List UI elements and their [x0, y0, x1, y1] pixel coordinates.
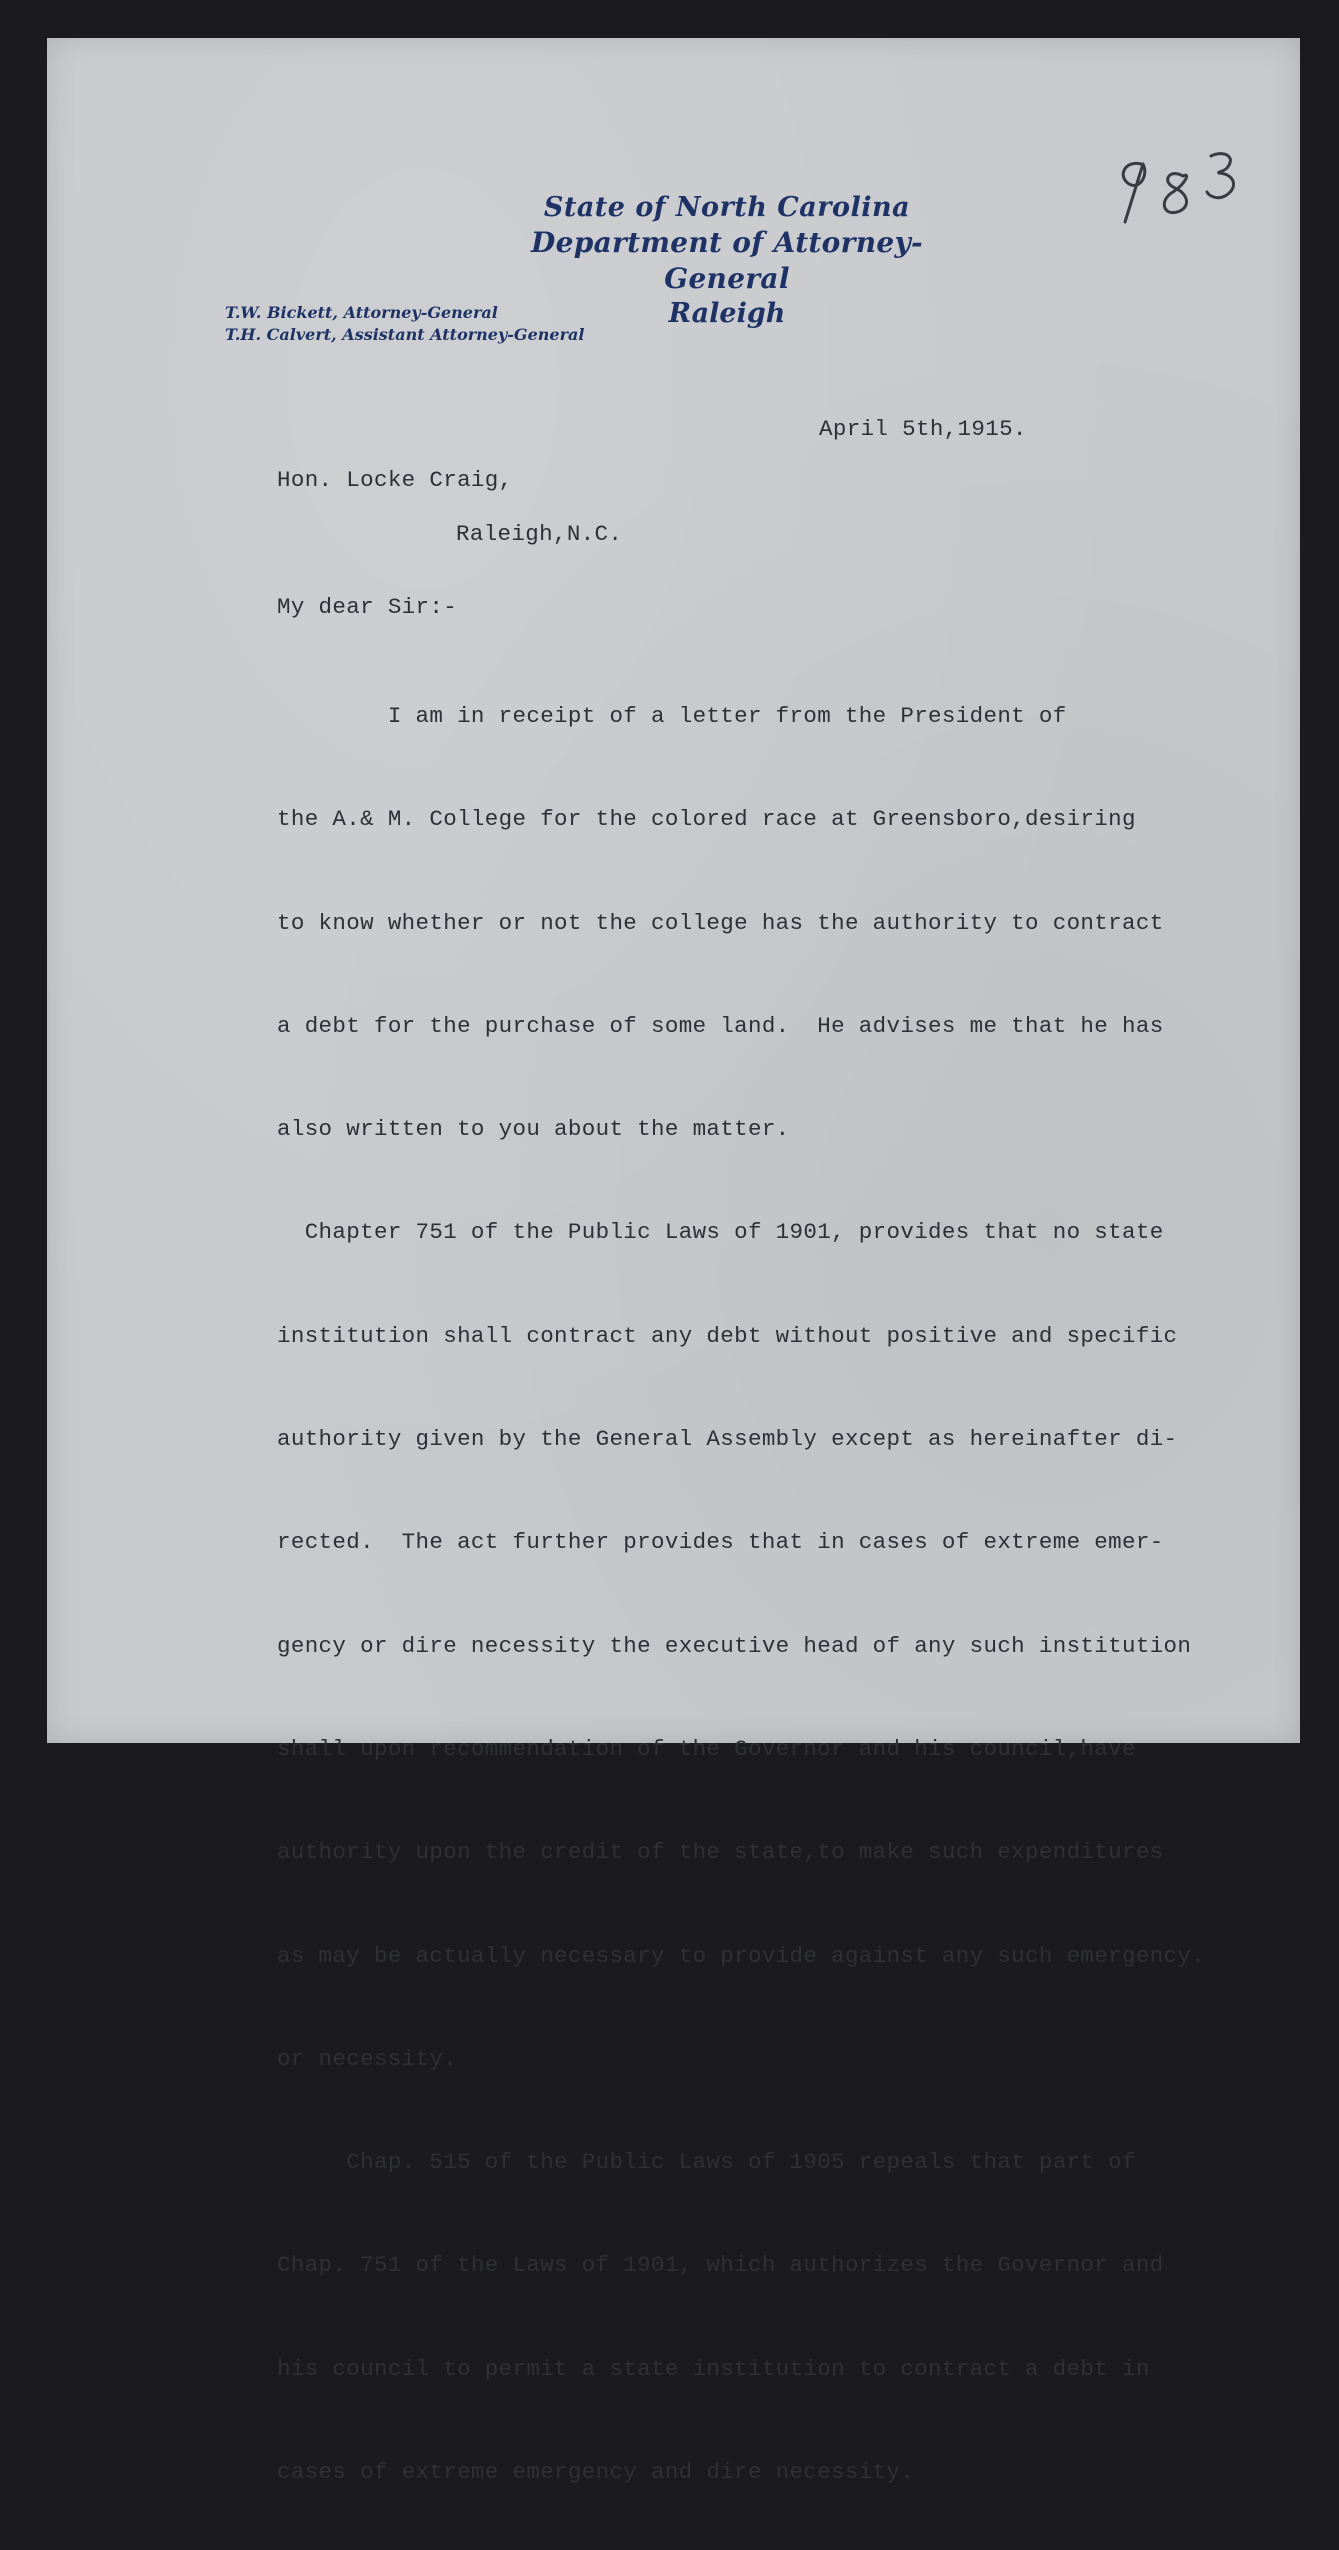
officer-attorney-general: T.W. Bickett, Attorney-General [225, 303, 498, 322]
body-line: authority given by the General Assembly except as hereinafter di- [277, 1426, 1178, 1453]
body-line: Chap. 515 of the Public Laws of 1905 repeals that part of [277, 2149, 1136, 2176]
body-line: Chapter 751 of the Public Laws of 1901, provides that no state [277, 1219, 1164, 1246]
letterhead-department: Department of Attorney-General [531, 226, 923, 295]
body-line: gency or dire necessity the executive head of any such institution [277, 1632, 1192, 1659]
body-line: the A.& M. College for the colored race at Greensboro,desiring [277, 806, 1136, 833]
body-line: authority upon the credit of the state,to make such expenditures [277, 1839, 1164, 1866]
body-line: Chap. 751 of the Laws of 1901, which authorizes the Governor and [277, 2252, 1164, 2279]
handwritten-page-number [1099, 146, 1259, 226]
body-line: rected. The act further provides that in cases of extreme emer- [277, 1529, 1164, 1556]
addressee: Hon. Locke Craig, [277, 467, 513, 493]
letter-page [47, 38, 1300, 2486]
body-line: institution shall contract any debt without positive and specific [277, 1322, 1178, 1349]
body-line: I am in receipt of a letter from the President of [277, 703, 1067, 729]
letterhead-city: Raleigh [668, 298, 786, 329]
letter-body [277, 639, 1205, 2550]
handwritten-983-drawing [1099, 146, 1259, 226]
officers-block [225, 302, 584, 346]
body-line: a debt for the purchase of some land. He advises me that he has [277, 1012, 1164, 1039]
body-line: to know whether or not the college has the authority to contract [277, 909, 1164, 936]
letterhead-state: State of North Carolina [543, 192, 911, 223]
officer-assistant-attorney-general: T.H. Calvert, Assistant Attorney-General [225, 325, 585, 344]
address-line: Raleigh,N.C. [456, 521, 623, 547]
salutation: My dear Sir:- [277, 594, 458, 620]
body-line: shall upon recommendation of the Governor and his council,have [277, 1735, 1136, 1762]
body-line: or necessity. [277, 2045, 458, 2072]
letter-date: April 5th,1915. [819, 416, 1027, 442]
body-line: cases of extreme emergency and dire necessity. [277, 2459, 915, 2486]
body-line: as may be actually necessary to provide against any such emergency. [277, 1942, 1206, 1969]
body-line: also written to you about the matter. [277, 1116, 790, 1143]
body-line: his council to permit a state institution to contract a debt in [277, 2355, 1150, 2382]
